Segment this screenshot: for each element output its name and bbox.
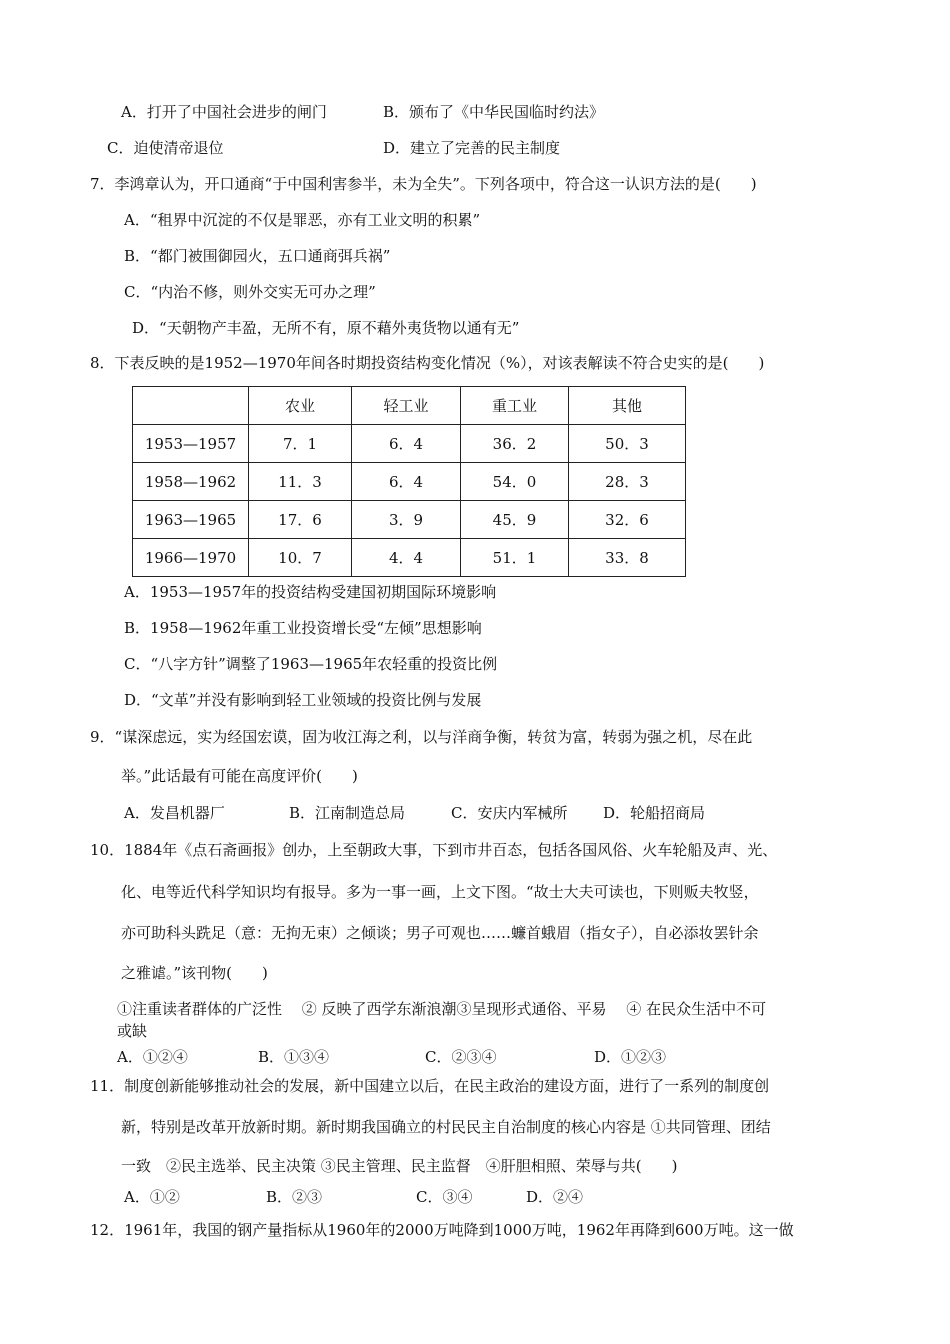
table-row <box>133 539 686 577</box>
table-cell-period: 1963—1965 <box>133 501 249 539</box>
q9-option-d: D．轮船招商局 <box>603 804 706 822</box>
q10-items-line-1: ①注重读者群体的广泛性 ② 反映了西学东渐浪潮③呈现形式通俗、平易 ④ 在民众生活中不可 <box>117 1000 767 1018</box>
q6-option-b: B．颁布了《中华民国临时约法》 <box>383 103 605 121</box>
table-cell: 32．6 <box>569 501 686 539</box>
q7-option-d: D．“天朝物产丰盈，无所不有，原不藉外夷货物以通有无” <box>132 319 520 337</box>
q10-option-c: C．②③④ <box>425 1048 497 1066</box>
q6-option-c: C．迫使清帝退位 <box>107 139 224 157</box>
q11-stem-line-1: 11．制度创新能够推动社会的发展，新中国建立以后，在民主政治的建设方面，进行了一系列的制度创 <box>90 1077 770 1095</box>
q9-option-c: C．安庆内军械所 <box>451 804 568 822</box>
table-cell: 51．1 <box>461 539 569 577</box>
table-header-cell <box>133 387 249 425</box>
q8-stem: 8．下表反映的是1952—1970年间各时期投资结构变化情况（%），对该表解读不符合史实的是( ) <box>90 354 765 372</box>
table-cell: 17．6 <box>249 501 352 539</box>
q9-option-b: B．江南制造总局 <box>289 804 406 822</box>
q11-option-c: C．③④ <box>416 1188 473 1206</box>
q11-option-a: A．①② <box>124 1188 180 1206</box>
table-cell-period: 1953—1957 <box>133 425 249 463</box>
q9-stem-line-1: 9．“谋深虑远，实为经国宏谟，固为收江海之利，以与洋商争衡，转贫为富，转弱为强之机，尽在此 <box>90 728 753 746</box>
table-cell: 54．0 <box>461 463 569 501</box>
table-cell: 6．4 <box>352 425 461 463</box>
q11-option-d: D．②④ <box>526 1188 584 1206</box>
table-cell: 3．9 <box>352 501 461 539</box>
table-cell: 7．1 <box>249 425 352 463</box>
q9-option-a: A．发昌机器厂 <box>124 804 225 822</box>
q8-option-b: B．1958—1962年重工业投资增长受“左倾”思想影响 <box>124 619 482 637</box>
table-cell: 33．8 <box>569 539 686 577</box>
table-header-cell: 农业 <box>249 387 352 425</box>
q10-stem-line-1: 10．1884年《点石斋画报》创办，上至朝政大事，下到市井百态，包括各国风俗、火车轮船及声、光、 <box>90 841 778 859</box>
q6-option-a: A．打开了中国社会进步的闸门 <box>121 103 327 121</box>
q10-stem-line-3: 亦可助科头跣足（意：无拘无束）之倾谈；男子可观也……蠊首蛾眉（指女子），自必添妆罢针余 <box>121 924 759 942</box>
q10-items-line-2: 或缺 <box>117 1022 148 1040</box>
q7-option-b: B．“都门被围御园火，五口通商弭兵祸” <box>124 247 391 265</box>
table-header-cell: 重工业 <box>461 387 569 425</box>
table-row <box>133 463 686 501</box>
q11-option-b: B．②③ <box>266 1188 323 1206</box>
table-cell: 10．7 <box>249 539 352 577</box>
q10-option-a: A．①②④ <box>117 1048 188 1066</box>
q10-stem-line-2: 化、电等近代科学知识均有报导。多为一事一画，上文下图。“故士大夫可读也，下则贩夫牧竖， <box>121 883 759 901</box>
q10-option-b: B．①③④ <box>258 1048 330 1066</box>
table-cell: 4．4 <box>352 539 461 577</box>
q7-stem: 7．李鸿章认为，开口通商“于中国利害参半，未为全失”。下列各项中，符合这一认识方法的是( ) <box>90 175 757 193</box>
q12-stem-line-1: 12．1961年，我国的钢产量指标从1960年的2000万吨降到1000万吨，1962年再降到600万吨。这一做 <box>90 1221 794 1239</box>
q8-option-d: D．“文革”并没有影响到轻工业领域的投资比例与发展 <box>124 691 482 709</box>
table-header-row <box>133 387 686 425</box>
q7-option-c: C．“内治不修，则外交实无可办之理” <box>124 283 376 301</box>
q11-stem-line-3: 一致 ②民主选举、民主决策 ③民主管理、民主监督 ④肝胆相照、荣辱与共( ) <box>121 1157 678 1175</box>
table-cell-period: 1958—1962 <box>133 463 249 501</box>
table-header-cell: 其他 <box>569 387 686 425</box>
q8-option-c: C．“八字方针”调整了1963—1965年农轻重的投资比例 <box>124 655 498 673</box>
table-row <box>133 425 686 463</box>
table-cell-period: 1966—1970 <box>133 539 249 577</box>
q11-stem-line-2: 新，特别是改革开放新时期。新时期我国确立的村民民主自治制度的核心内容是 ①共同管理、团结 <box>121 1118 771 1136</box>
table-cell: 50．3 <box>569 425 686 463</box>
investment-structure-table <box>132 386 686 577</box>
q7-option-a: A．“租界中沉淀的不仅是罪恶，亦有工业文明的积累” <box>124 211 481 229</box>
q10-stem-line-4: 之雅谑。”该刊物( ) <box>121 964 268 982</box>
table-cell: 28．3 <box>569 463 686 501</box>
q9-stem-line-2: 举。”此话最有可能在高度评价( ) <box>121 767 358 785</box>
q8-option-a: A．1953—1957年的投资结构受建国初期国际环境影响 <box>124 583 497 601</box>
table-row <box>133 501 686 539</box>
table-cell: 6．4 <box>352 463 461 501</box>
table-cell: 45．9 <box>461 501 569 539</box>
table-header-cell: 轻工业 <box>352 387 461 425</box>
q6-option-d: D．建立了完善的民主制度 <box>383 139 561 157</box>
q10-option-d: D．①②③ <box>594 1048 667 1066</box>
table-cell: 36．2 <box>461 425 569 463</box>
table-cell: 11．3 <box>249 463 352 501</box>
